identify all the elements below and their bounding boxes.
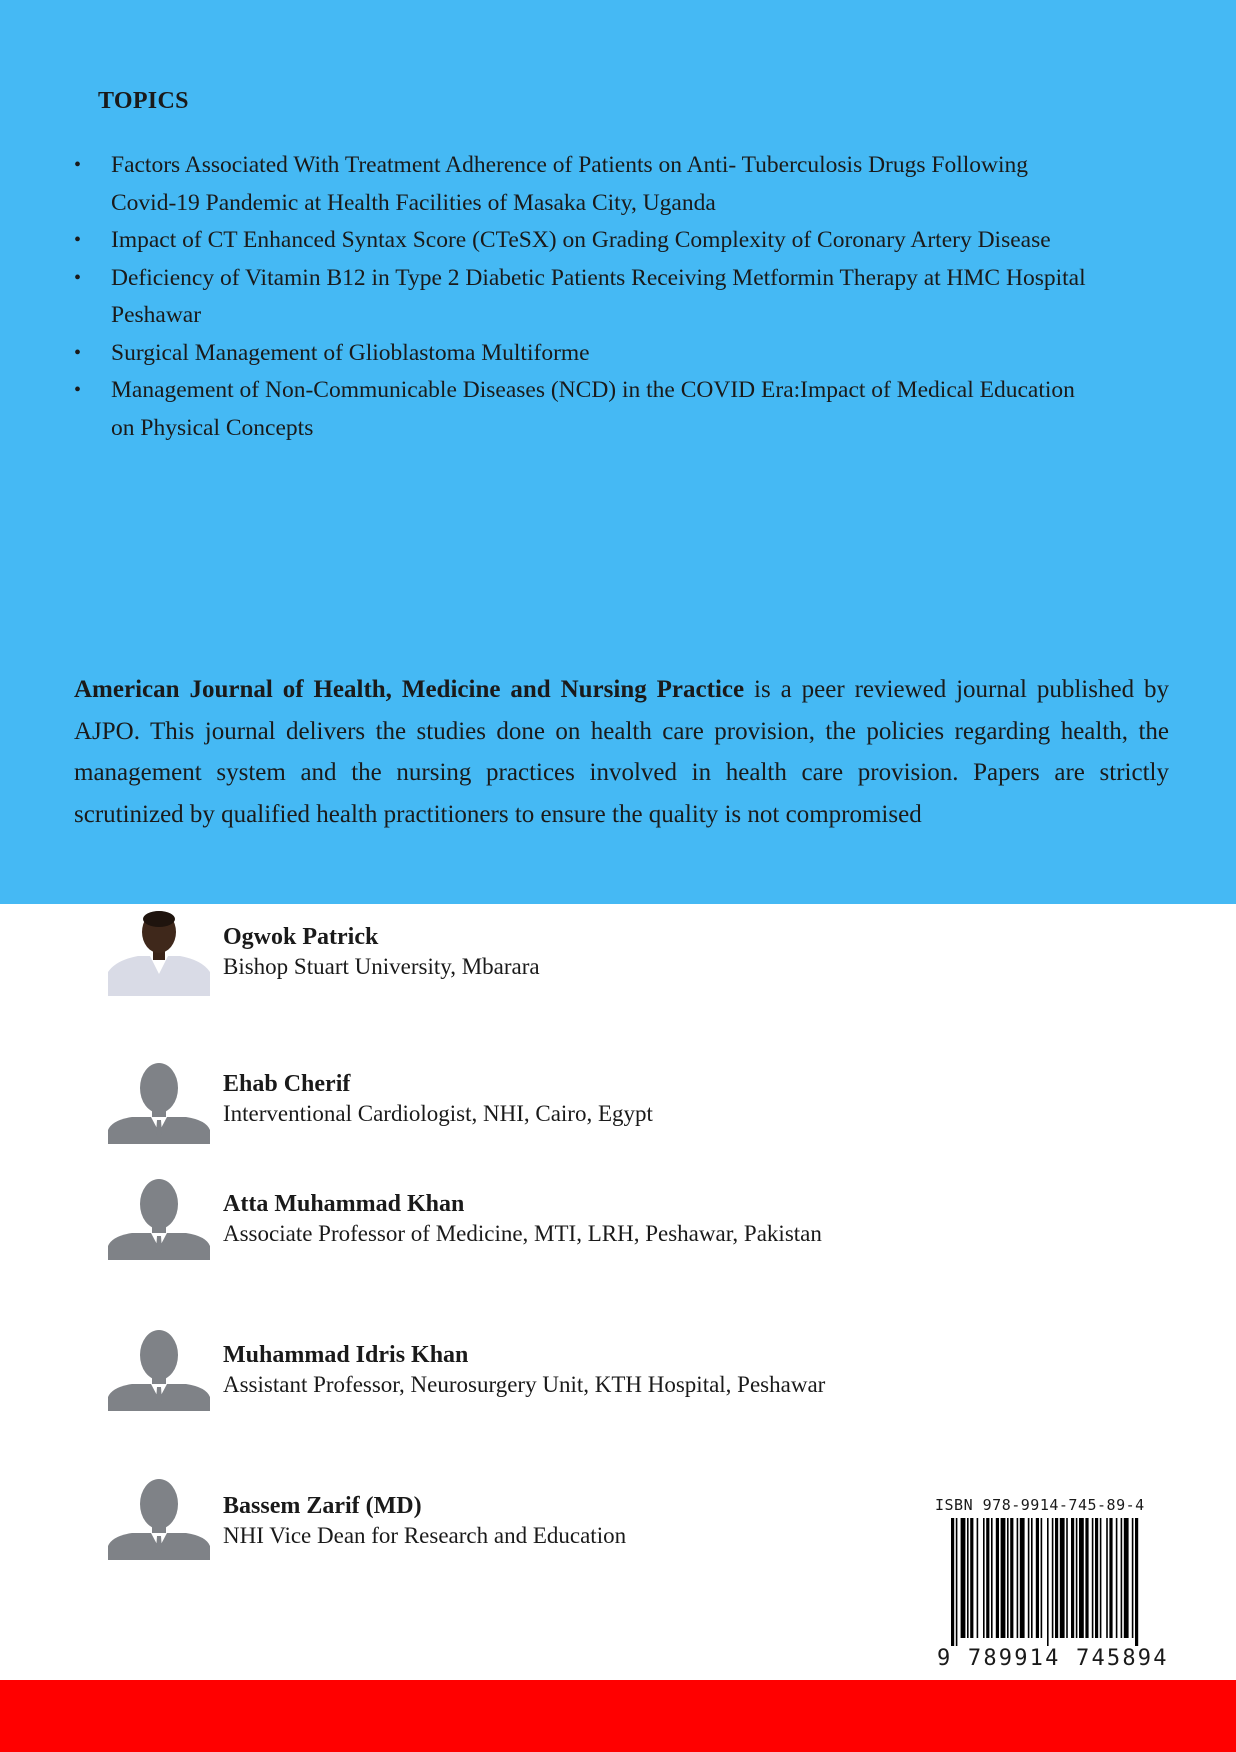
editor-name: Ehab Cherif: [223, 1071, 351, 1097]
person-silhouette-icon: [108, 1173, 210, 1265]
topic-line: Factors Associated With Treatment Adherence of Patients on Anti- Tuberculosis Drugs Following: [111, 152, 1029, 178]
topic-line: Management of Non-Communicable Diseases (NCD) in the COVID Era:Impact of Medical Education: [111, 377, 1075, 403]
topic-item: [74, 260, 1154, 335]
person-silhouette-icon: [108, 1473, 210, 1565]
editor-role: Assistant Professor, Neurosurgery Unit, KTH Hospital, Peshawar: [223, 1372, 826, 1397]
topic-line: Impact of CT Enhanced Syntax Score (CTeSX) on Grading Complexity of Coronary Artery Disease: [111, 227, 1051, 253]
topic-line: on Physical Concepts: [111, 414, 314, 441]
topic-line: Covid-19 Pandemic at Health Facilities of Masaka City, Uganda: [111, 189, 716, 216]
topics-list: [74, 147, 1154, 447]
editor-role: NHI Vice Dean for Research and Education: [223, 1523, 627, 1548]
person-silhouette-icon: [108, 1057, 210, 1149]
topic-line: Deficiency of Vitamin B12 in Type 2 Diabetic Patients Receiving Metformin Therapy at HMC Hospital: [111, 264, 1086, 291]
barcode-icon: [951, 1518, 1141, 1646]
bullet-icon: •: [74, 154, 82, 176]
topic-item: [74, 222, 1154, 260]
bullet-icon: •: [74, 266, 82, 289]
journal-name: American Journal of Health, Medicine and Nursing Practice: [74, 676, 745, 703]
topic-line: Peshawar: [111, 302, 202, 328]
isbn-label: ISBN 978-9914-745-89-4: [935, 1496, 1145, 1514]
topics-heading: TOPICS: [98, 88, 189, 114]
editor-name: Muhammad Idris Khan: [223, 1342, 469, 1368]
editor-entry: [108, 1173, 1008, 1273]
journal-description: [74, 669, 1169, 835]
topic-line: Surgical Management of Glioblastoma Multiforme: [111, 339, 590, 366]
bullet-icon: •: [74, 341, 82, 364]
editor-entry: [108, 1324, 1008, 1424]
bullet-icon: •: [74, 379, 82, 401]
editor-entry: [108, 1057, 1008, 1157]
editor-name: Bassem Zarif (MD): [223, 1493, 422, 1519]
editor-photo: [108, 910, 210, 996]
editor-role: Bishop Stuart University, Mbarara: [223, 954, 540, 979]
barcode-digits: 9 789914 745894: [937, 1646, 1169, 1671]
description-text: is a peer reviewed journal published by AJPO. This journal delivers the studies done on health care provision, the policies regarding health, the management system and the nursing practices involved in health care provision. Papers are strictly scrutinized by qualified health practitioners to ensure the quality is not compromised: [74, 676, 1169, 828]
topic-item: [74, 335, 1154, 373]
topic-item: [74, 147, 1154, 222]
editor-name: Ogwok Patrick: [223, 924, 379, 950]
editor-role: Interventional Cardiologist, NHI, Cairo, Egypt: [223, 1101, 653, 1126]
editor-name: Atta Muhammad Khan: [223, 1191, 465, 1217]
editor-role: Associate Professor of Medicine, MTI, LRH, Peshawar, Pakistan: [223, 1221, 822, 1246]
editor-entry: [108, 908, 1008, 1008]
bottom-color-bar: [0, 1680, 1236, 1752]
bullet-icon: •: [74, 229, 82, 251]
editor-entry: [108, 1473, 1008, 1573]
person-silhouette-icon: [108, 1324, 210, 1416]
isbn-barcode: [933, 1496, 1169, 1676]
topic-item: [74, 372, 1154, 447]
